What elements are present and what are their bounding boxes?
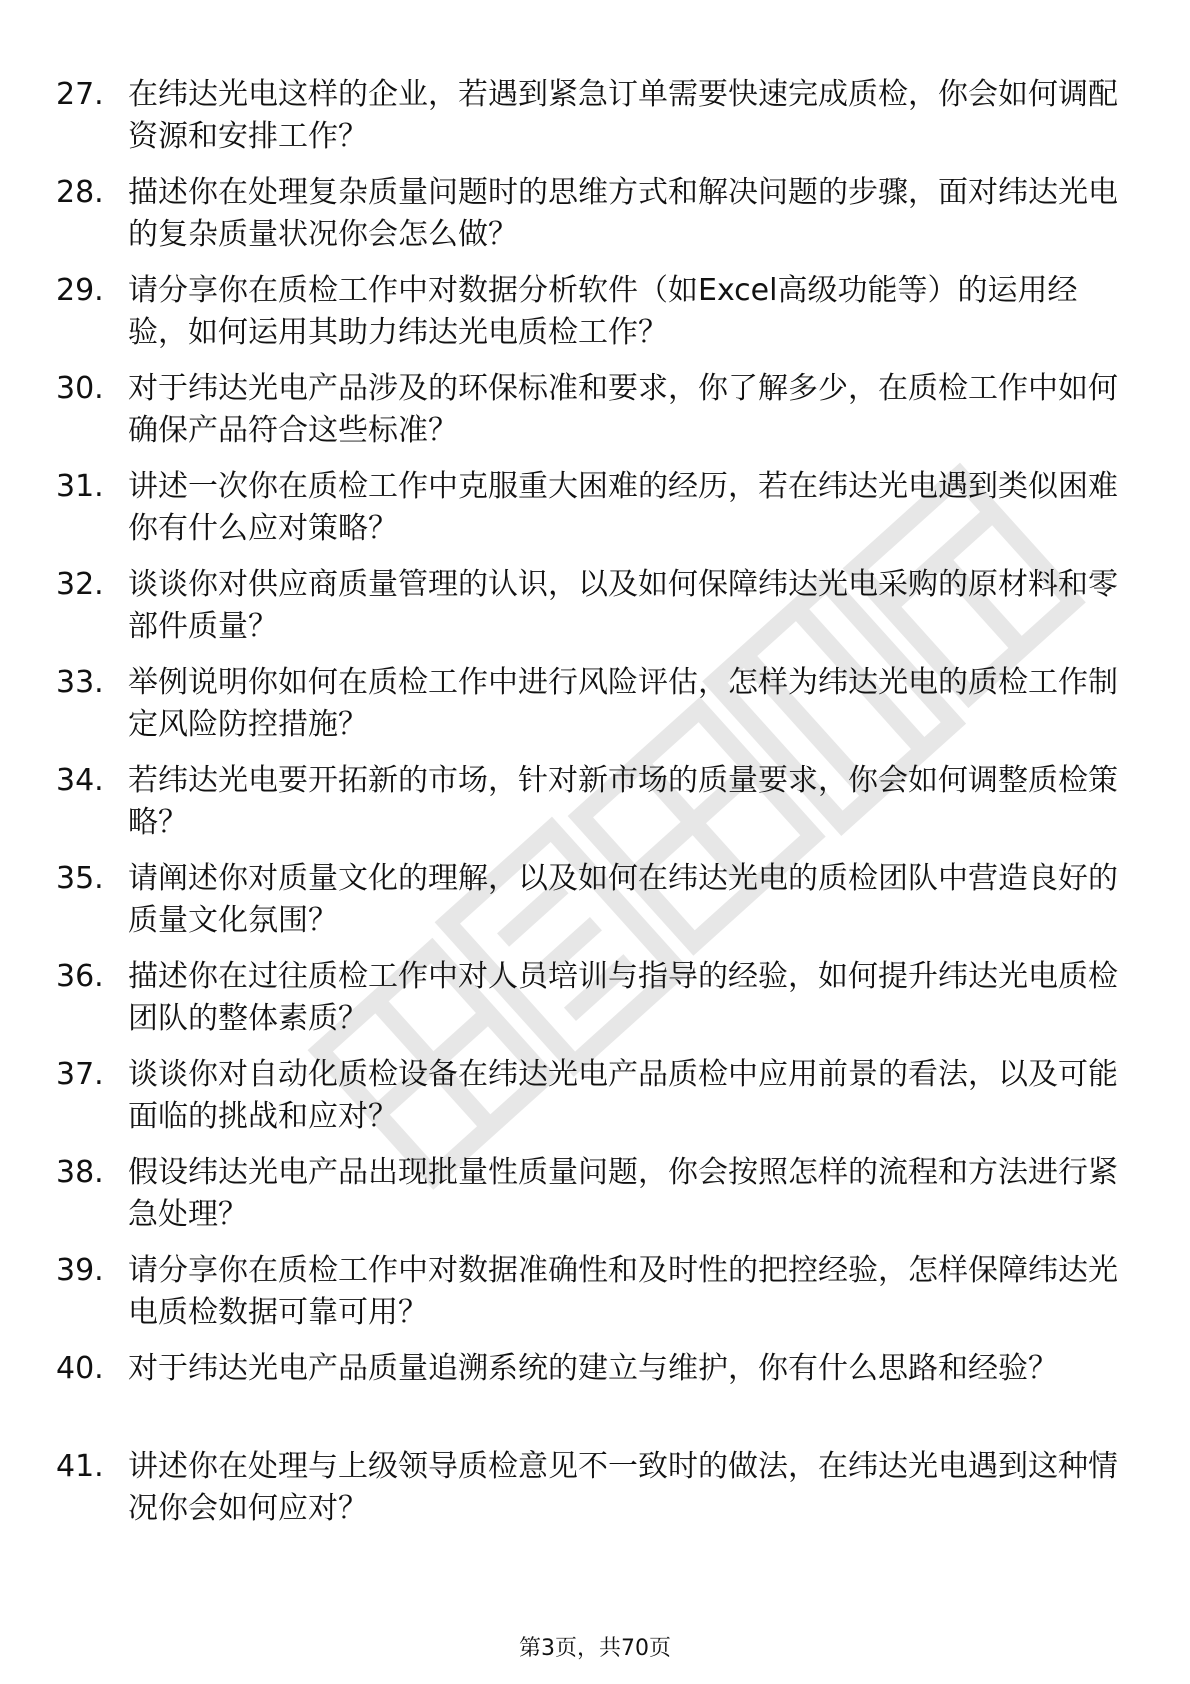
question-text: 描述你在过往质检工作中对人员培训与指导的经验，如何提升纬达光电质检团队的整体素质？ bbox=[128, 959, 1118, 1036]
question-number: 35. bbox=[56, 861, 104, 896]
question-item-31 bbox=[56, 466, 1136, 564]
question-text: 讲述你在处理与上级领导质检意见不一致时的做法，在纬达光电遇到这种情况你会如何应对？ bbox=[128, 1449, 1118, 1526]
question-text: 谈谈你对自动化质检设备在纬达光电产品质检中应用前景的看法，以及可能面临的挑战和应对？ bbox=[128, 1057, 1118, 1134]
question-number: 38. bbox=[56, 1155, 104, 1190]
question-item-29 bbox=[56, 270, 1136, 368]
question-number: 37. bbox=[56, 1057, 104, 1092]
question-number: 36. bbox=[56, 959, 104, 994]
question-item-41 bbox=[56, 1446, 1136, 1544]
question-item-35 bbox=[56, 858, 1136, 956]
question-item-36 bbox=[56, 956, 1136, 1054]
question-text: 请分享你在质检工作中对数据分析软件（如Excel高级功能等）的运用经验，如何运用其助力纬达光电质检工作？ bbox=[128, 273, 1078, 350]
question-number: 32. bbox=[56, 567, 104, 602]
question-item-38 bbox=[56, 1152, 1136, 1250]
question-item-30 bbox=[56, 368, 1136, 466]
question-item-40 bbox=[56, 1348, 1136, 1446]
question-text: 讲述一次你在质检工作中克服重大困难的经历，若在纬达光电遇到类似困难你有什么应对策略？ bbox=[128, 469, 1118, 546]
question-number: 28. bbox=[56, 175, 104, 210]
question-text: 谈谈你对供应商质量管理的认识，以及如何保障纬达光电采购的原材料和零部件质量？ bbox=[128, 567, 1118, 644]
question-number: 33. bbox=[56, 665, 104, 700]
question-number: 41. bbox=[56, 1449, 104, 1484]
question-item-28 bbox=[56, 172, 1136, 270]
question-item-34 bbox=[56, 760, 1136, 858]
question-text: 在纬达光电这样的企业，若遇到紧急订单需要快速完成质检，你会如何调配资源和安排工作？ bbox=[128, 77, 1118, 154]
question-text: 请分享你在质检工作中对数据准确性和及时性的把控经验，怎样保障纬达光电质检数据可靠可用？ bbox=[128, 1253, 1118, 1330]
question-number: 34. bbox=[56, 763, 104, 798]
question-text: 请阐述你对质量文化的理解，以及如何在纬达光电的质检团队中营造良好的质量文化氛围？ bbox=[128, 861, 1118, 938]
question-number: 39. bbox=[56, 1253, 104, 1288]
question-number: 27. bbox=[56, 77, 104, 112]
question-text: 若纬达光电要开拓新的市场，针对新市场的质量要求，你会如何调整质检策略？ bbox=[128, 763, 1118, 840]
page-number-footer: 第3页，共70页 bbox=[519, 1636, 671, 1661]
question-item-33 bbox=[56, 662, 1136, 760]
question-number: 29. bbox=[56, 273, 104, 308]
question-item-27 bbox=[56, 74, 1136, 172]
question-text: 假设纬达光电产品出现批量性质量问题，你会按照怎样的流程和方法进行紧急处理？ bbox=[128, 1155, 1118, 1232]
question-number: 31. bbox=[56, 469, 104, 504]
question-list bbox=[56, 74, 1136, 1544]
question-text: 对于纬达光电产品涉及的环保标准和要求，你了解多少，在质检工作中如何确保产品符合这些标准？ bbox=[128, 371, 1118, 448]
question-text: 举例说明你如何在质检工作中进行风险评估，怎样为纬达光电的质检工作制定风险防控措施？ bbox=[128, 665, 1118, 742]
question-number: 40. bbox=[56, 1351, 104, 1386]
question-number: 30. bbox=[56, 371, 104, 406]
question-item-39 bbox=[56, 1250, 1136, 1348]
question-text: 描述你在处理复杂质量问题时的思维方式和解决问题的步骤，面对纬达光电的复杂质量状况你会怎么做？ bbox=[128, 175, 1118, 252]
question-item-32 bbox=[56, 564, 1136, 662]
question-item-37 bbox=[56, 1054, 1136, 1152]
question-text: 对于纬达光电产品质量追溯系统的建立与维护，你有什么思路和经验？ bbox=[128, 1351, 1058, 1386]
